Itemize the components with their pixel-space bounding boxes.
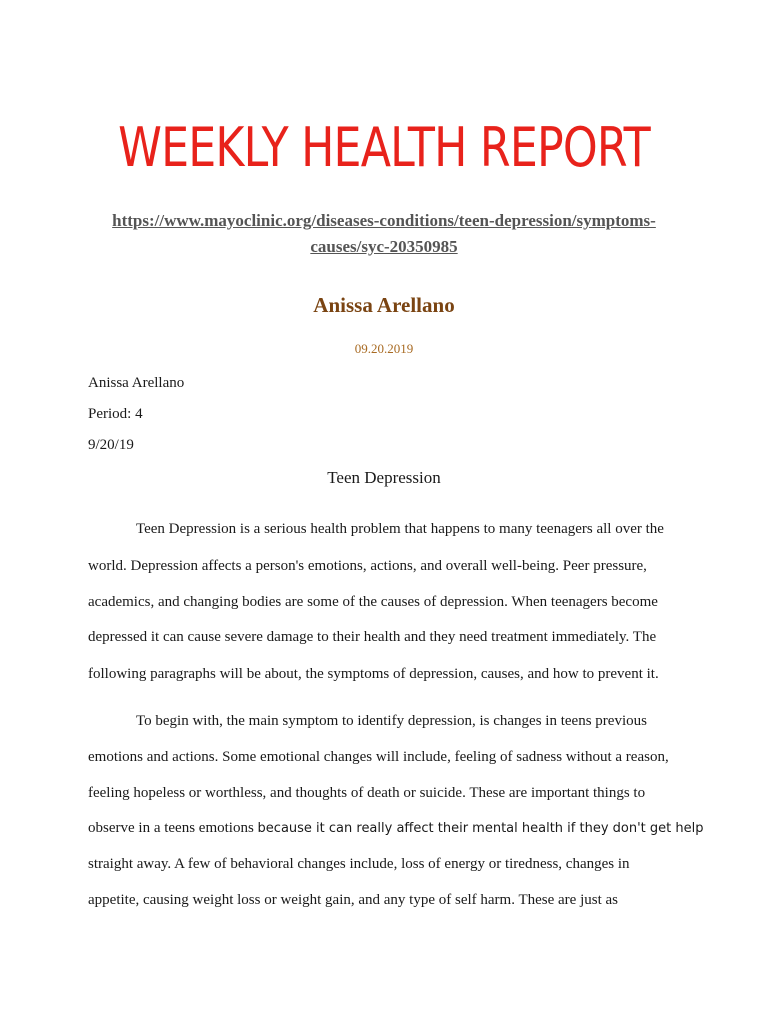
paragraph-line bbox=[88, 818, 704, 839]
paragraph-line: To begin with, the main symptom to identify depression, is changes in teens previous bbox=[136, 713, 647, 729]
paragraph-line-segment-alt-font: because it can really affect their mental health if they don't get help bbox=[257, 821, 704, 836]
class-period: Period: 4 bbox=[88, 406, 143, 422]
author-heading: Anissa Arellano bbox=[313, 293, 455, 317]
paragraph-line: depressed it can cause severe damage to their health and they need treatment immediately. The bbox=[88, 629, 657, 645]
paragraph-line: feeling hopeless or worthless, and thoughts of death or suicide. These are important things to bbox=[88, 785, 646, 801]
paragraph-line: appetite, causing weight loss or weight gain, and any type of self harm. These are just as bbox=[88, 892, 618, 908]
essay-date: 9/20/19 bbox=[88, 437, 134, 453]
date-heading: 09.20.2019 bbox=[354, 341, 414, 356]
paragraph-line: emotions and actions. Some emotional changes will include, feeling of sadness without a reason, bbox=[88, 749, 669, 765]
report-title: WEEKLY HEALTH REPORT bbox=[118, 116, 650, 179]
paragraph-line-segment: observe in a teens emotions bbox=[88, 820, 258, 836]
student-name: Anissa Arellano bbox=[88, 375, 185, 391]
paragraph-line: academics, and changing bodies are some of the causes of depression. When teenagers become bbox=[88, 594, 658, 610]
essay-title: Teen Depression bbox=[327, 468, 441, 487]
paragraph-line: Teen Depression is a serious health problem that happens to many teenagers all over the bbox=[136, 521, 664, 537]
paragraph-line: straight away. A few of behavioral changes include, loss of energy or tiredness, changes in bbox=[88, 856, 630, 872]
paragraph-line: following paragraphs will be about, the symptoms of depression, causes, and how to prevent it. bbox=[88, 666, 659, 682]
paragraph-line: world. Depression affects a person's emotions, actions, and overall well-being. Peer pressure, bbox=[88, 558, 647, 574]
source-link[interactable]: https://www.mayoclinic.org/diseases-conditions/teen-depression/symptoms-causes/syc-20350985 bbox=[112, 211, 656, 256]
